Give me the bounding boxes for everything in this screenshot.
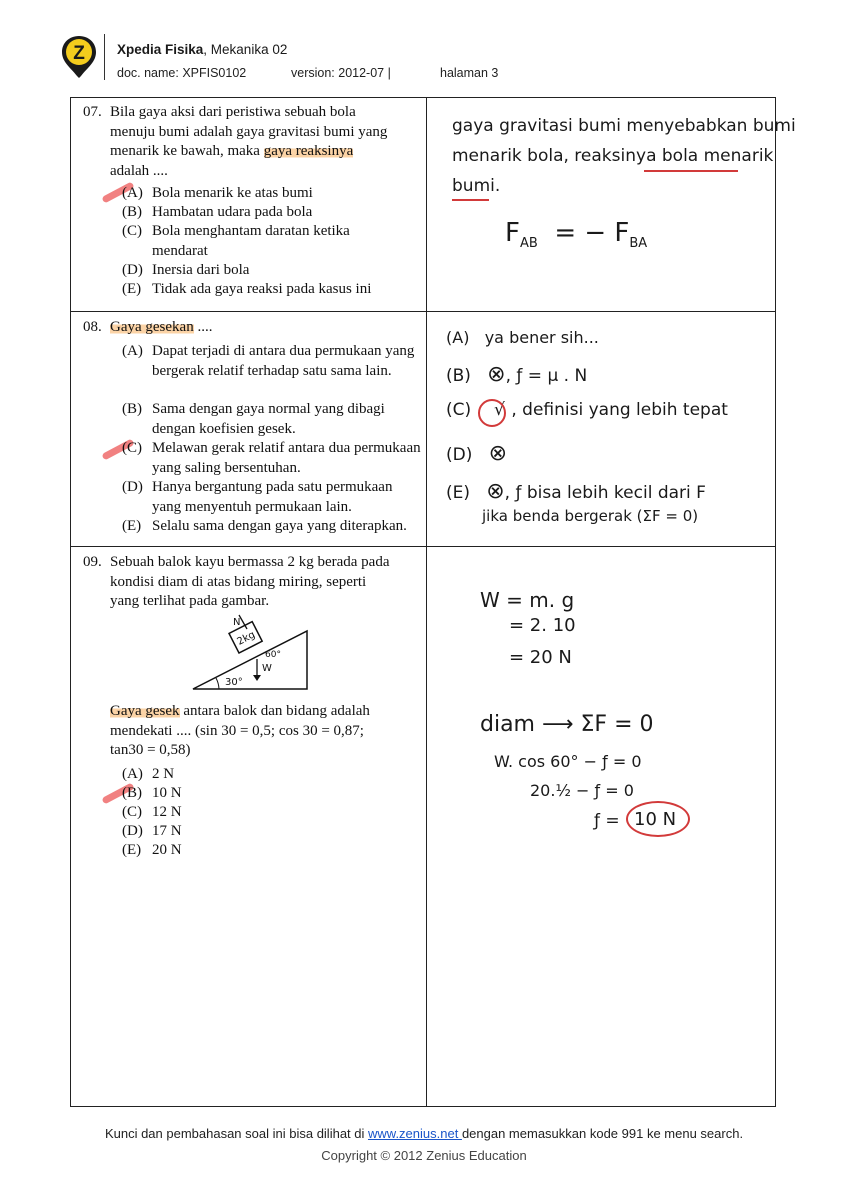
header-divider <box>104 34 105 80</box>
angle-30-label: 30° <box>225 677 243 688</box>
note-a: (A) ya bener sih... <box>446 328 599 347</box>
incline-diagram <box>191 613 321 693</box>
red-circle <box>478 399 506 427</box>
note-d: (D) ⊗ <box>446 441 508 466</box>
newton-third-law: $F_{AB}$ = − $F_{BA}$ <box>505 218 648 252</box>
red-underline <box>644 170 738 172</box>
zenius-link[interactable]: www.zenius.net <box>368 1126 462 1141</box>
question-09: 09. Sebuah balok kayu bermassa 2 kg berada pada kondisi diam di atas bidang miring, seperti yang terlihat pada gambar. 2kg N W 60° 30° Gaya gesek antara balok dan bidang adalah mendekati .... (sin 30 = 0,5; cos 30 = 0,87; tan30 = 0,58) (A) 2 N (B) 10 N (C) 12 N (D) 17 N (E) 20 N <box>83 553 413 873</box>
weight-label: W <box>262 663 272 674</box>
copyright: Copyright © 2012 Zenius Education <box>321 1148 527 1163</box>
question-stem: Sebuah balok kayu bermassa 2 kg berada pada kondisi diam di atas bidang miring, seperti yang terlihat pada gambar. <box>110 554 390 609</box>
question-number: 07. <box>83 104 102 120</box>
cross-mark-icon: ⊗ <box>486 479 505 504</box>
angle-60-label: 60° <box>265 650 281 660</box>
note-line: menarik bola, reaksinya bola menarik <box>452 146 774 166</box>
note-c: (C) √ , definisi yang lebih tepat <box>446 400 728 420</box>
highlight: Gaya gesekan <box>110 319 194 335</box>
note-weight-3: = 20 N <box>509 647 572 668</box>
question-07: 07. Bila gaya aksi dari peristiwa sebuah bola menuju bumi adalah gaya gravitasi bumi yang menarik ke bawah, maka gaya reaksinya adalah .... (A) Bola menarik ke atas bumi (B) Hambatan udara pada bola (C) Bola menghantam daratan ketika mendarat (D) Inersia dari bola (E) Tidak ada gaya reaksi pada kasus ini <box>83 103 413 308</box>
question-stem: Gaya gesekan .... <box>110 319 213 335</box>
red-underline <box>452 199 489 201</box>
doc-title: Xpedia Fisika, Mekanika 02 <box>117 42 288 57</box>
note-e: (E) ⊗, ƒ bisa lebih kecil dari F <box>446 479 706 504</box>
note-result-label: ƒ = <box>594 811 620 831</box>
cross-mark-icon: ⊗ <box>488 441 508 466</box>
question-stem-2: Gaya gesek antara balok dan bidang adalah mendekati .... (sin 30 = 0,5; cos 30 = 0,87; tan30 = 0,58) <box>110 703 370 758</box>
block-mass-label: 2kg <box>235 629 258 648</box>
note-weight-2: = 2. 10 <box>509 615 576 636</box>
note-weight-1: W = m. g <box>480 588 575 612</box>
note-step-1: W. cos 60° − ƒ = 0 <box>494 752 642 771</box>
note-result-value: 10 N <box>634 809 677 830</box>
logo-letter: Z <box>73 43 85 64</box>
note-line: bumi. <box>452 176 501 196</box>
zenius-logo <box>60 34 98 78</box>
row-divider-2 <box>70 546 776 547</box>
note-equilibrium: diam ⟶ ΣF = 0 <box>480 712 654 737</box>
cross-mark-icon: ⊗ <box>487 362 506 387</box>
question-number: 09. <box>83 554 102 570</box>
highlight: Gaya gesek <box>110 703 180 719</box>
note-e-continued: jika benda bergerak (ΣF = 0) <box>482 507 699 525</box>
column-divider <box>426 97 427 1107</box>
note-step-2: 20.½ − ƒ = 0 <box>530 781 634 800</box>
note-b: (B) ⊗, ƒ = μ . N <box>446 362 588 387</box>
question-08: 08. Gaya gesekan .... (A) Dapat terjadi di antara dua permukaan yang bergerak relatif terhadap satu sama lain. (B) Sama dengan gaya normal yang dibagi dengan koefisien gesek. (C) Melawan gerak relatif antara dua permukaan yang saling bersentuhan. (D) Hanya bergantung pada satu permukaan yang menyentuh permukaan lain. (E) Selalu sama dengan gaya yang diterapkan. <box>83 319 421 534</box>
row-divider-1 <box>70 311 776 312</box>
question-stem: Bila gaya aksi dari peristiwa sebuah bola menuju bumi adalah gaya gravitasi bumi yang menarik ke bawah, maka gaya reaksinya adalah .... <box>110 104 388 179</box>
normal-label: N <box>233 617 241 628</box>
footer-note: Kunci dan pembahasan soal ini bisa dilihat di www.zenius.net dengan memasukkan kode 991 ke menu search. <box>104 1126 744 1141</box>
page-number: halaman 3 <box>440 66 499 80</box>
doc-version: version: 2012-07 | <box>291 66 391 80</box>
doc-name: doc. name: XPFIS0102 <box>117 66 247 80</box>
highlight: gaya reaksinya <box>263 143 354 159</box>
question-number: 08. <box>83 319 102 335</box>
red-circle <box>626 801 690 837</box>
check-mark-icon: √ <box>493 400 505 420</box>
note-line: gaya gravitasi bumi menyebabkan bumi <box>452 116 796 136</box>
